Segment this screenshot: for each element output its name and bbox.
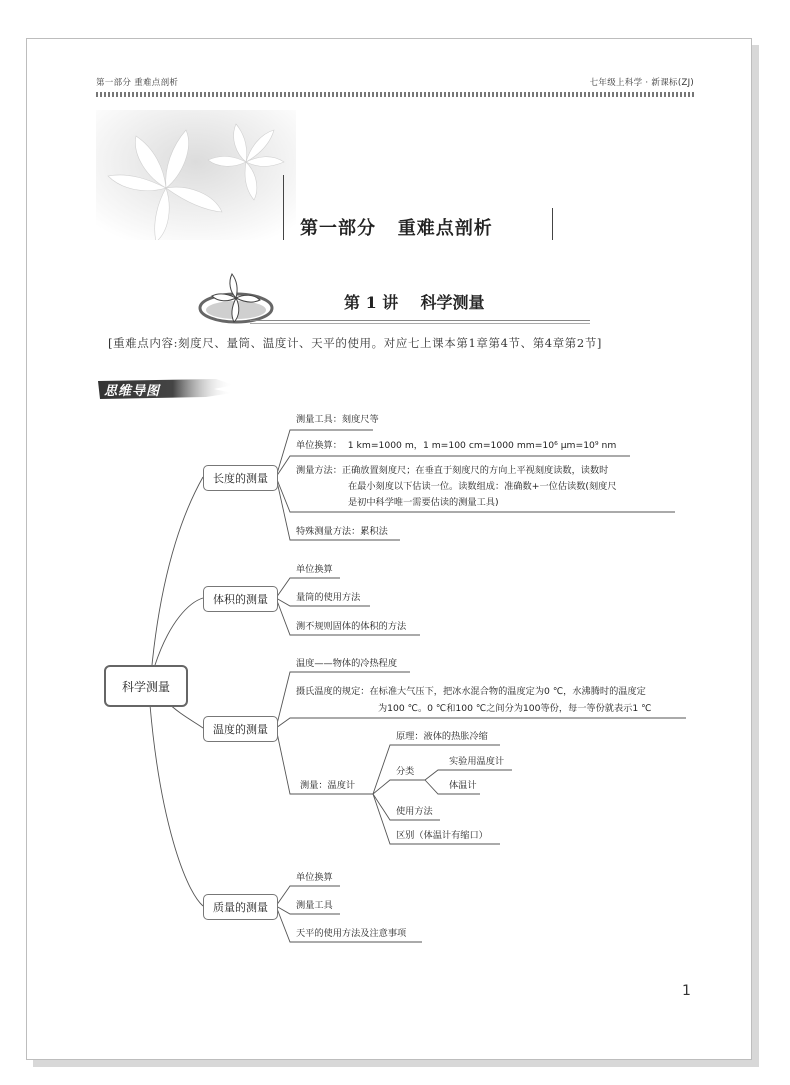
key-points-line: [重难点内容:刻度尺、量筒、温度计、天平的使用。对应七上课本第1章第4节、第4章第2节] [108,336,603,350]
mindmap-root-node: 科学测量 [104,665,188,707]
volume-unit-conversion: 单位换算 [296,564,333,575]
length-method-line1: 测量方法：正确放置刻度尺；在垂直于刻度尺的方向上平视刻度读数，读数时 [296,465,609,476]
length-tool: 测量工具：刻度尺等 [296,414,379,425]
page-number: 1 [682,983,691,999]
mass-tool: 测量工具 [296,900,333,911]
clinical-thermometer: 体温计 [449,780,477,791]
connector-root-volume [155,598,203,665]
volume-cylinder-usage: 量筒的使用方法 [296,592,361,603]
mindmap-badge-label: 思维导图 [104,384,161,399]
connector-root-mass [150,705,203,906]
chapter-title: 第 1 讲 科学测量 [344,293,485,312]
celsius-rule-line1: 摄氏温度的规定：在标准大气压下，把冰水混合物的温度定为0 ℃，水沸腾时的温度定 [296,686,646,697]
thermometer-usage: 使用方法 [396,806,433,817]
length-method-line3: 是初中科学唯一需要估读的测量工具) [348,497,499,508]
temperature-definition: 温度——物体的冷热程度 [296,658,398,669]
celsius-rule-line2: 为100 ℃。0 ℃和100 ℃之间分为100等份，每一等份就表示1 ℃ [378,703,652,714]
running-header-left: 第一部分 重难点剖析 [96,78,179,88]
thermometer-measurement: 测量：温度计 [300,780,356,791]
node-mass-measurement: 质量的测量 [203,894,278,920]
thermometer-principle: 原理：液体的热胀冷缩 [396,731,488,742]
mass-unit-conversion: 单位换算 [296,872,333,883]
thermometer-difference: 区别（体温计有缩口） [396,830,488,841]
thermometer-classification: 分类 [396,766,415,777]
node-length-measurement: 长度的测量 [203,465,278,491]
length-unit-conversion: 单位换算： 1 km=1000 m，1 m=100 cm=1000 mm=10⁶ μm=10⁹ nm [296,440,617,451]
part-title: 第一部分 重难点剖析 [300,218,493,239]
balance-usage: 天平的使用方法及注意事项 [296,928,407,939]
lab-thermometer: 实验用温度计 [449,756,505,767]
node-volume-measurement: 体积的测量 [203,586,278,612]
node-temperature-measurement: 温度的测量 [203,716,278,742]
running-header-right: 七年级上科学 · 新课标(ZJ) [589,78,694,88]
length-method-line2: 在最小刻度以下估读一位。读数组成：准确数+一位估读数(刻度尺 [348,481,617,492]
volume-irregular-solid: 测不规则固体的体积的方法 [296,621,407,632]
length-special-method: 特殊测量方法：累积法 [296,526,388,537]
